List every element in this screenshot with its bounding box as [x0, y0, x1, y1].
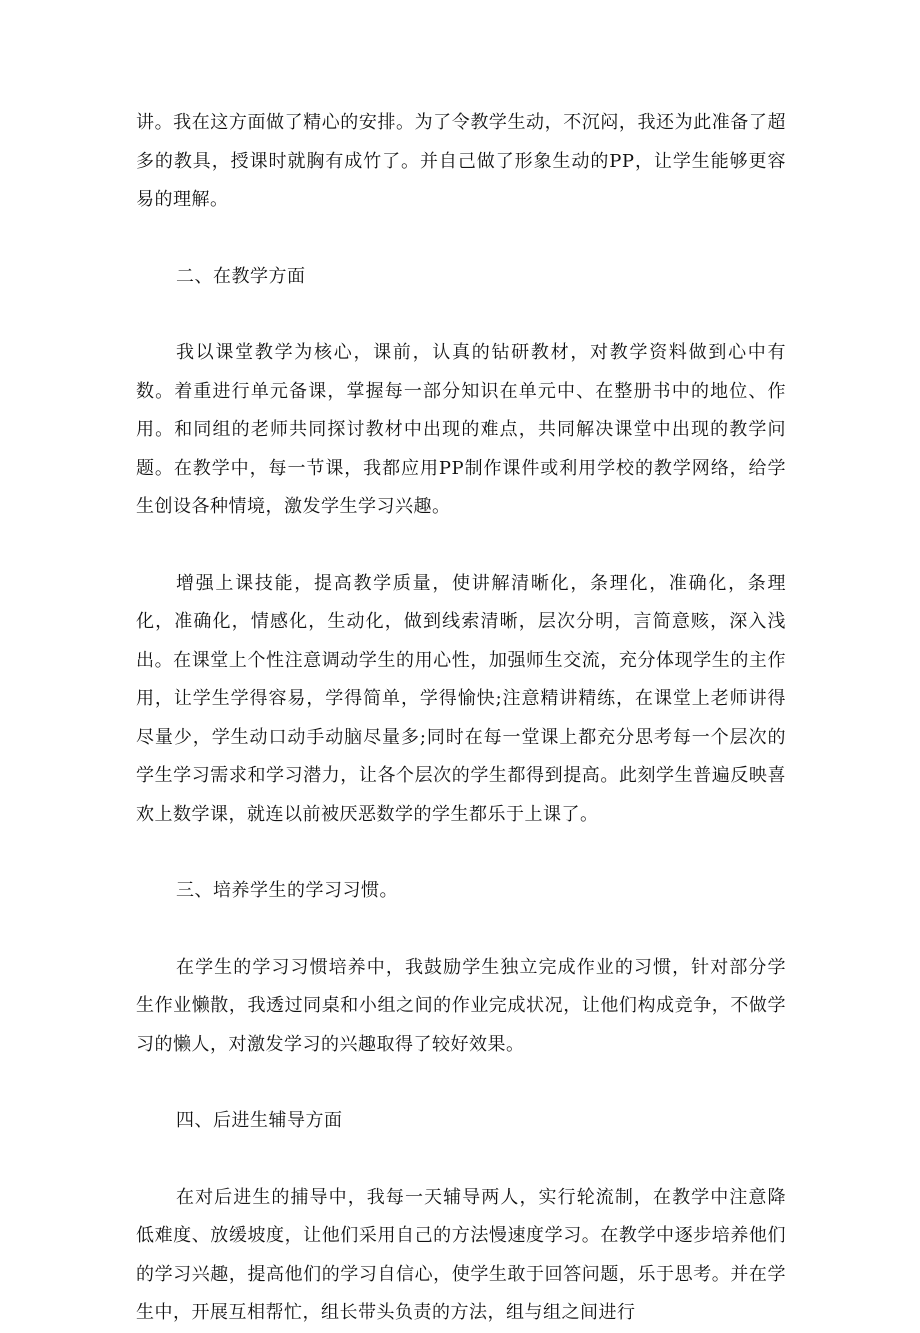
section-heading-habits: 三、培养学生的学习习惯。	[176, 880, 398, 901]
paragraph-gap	[136, 1064, 786, 1102]
paragraph-teaching-core: 我以课堂教学为核心，课前，认真的钻研教材，对教学资料做到心中有数。着重进行单元备课，掌握每一部分知识在单元中、在整册书中的地位、作用。和同组的老师共同探讨教材中出现的难点，共同解决课堂中出现的教学问题。在教学中，每一节课，我都应用PP制作课件或利用学校的教学网络，给学生创设各种情境，激发学生学习兴趣。	[136, 342, 786, 517]
paragraph-gap	[136, 911, 786, 949]
paragraph-gap	[136, 296, 786, 334]
paragraph-tutoring: 在对后进生的捕导中，我每一天辅导两人，实行轮流制，在教学中注意降低难度、放缓坡度，让他们采用自己的方法慢速度学习。在教学中逐步培养他们的学习兴趣，提高他们的学习自信心，使学生敢于回答问题，乐于思考。并在学生中，开展互相帮忙，组长带头负责的方法，组与组之间进行	[136, 1186, 786, 1323]
paragraph-gap	[136, 220, 786, 258]
document-body	[136, 104, 786, 1333]
paragraph-teaching-skills: 增强上课技能，提高教学质量，使讲解清晰化，条理化，准确化，条理化，准确化，情感化，生动化，做到线索清晰，层次分明，言简意赅，深入浅出。在课堂上个性注意调动学生的用心性，加强师生交流，充分体现学生的主作用，让学生学得容易，学得简单，学得愉快;注意精讲精练，在课堂上老师讲得尽量少，学生动口动手动脑尽量多;同时在每一堂课上都充分思考每一个层次的学生学习需求和学习潜力，让各个层次的学生都得到提高。此刻学生普遍反映喜欢上数学课，就连以前被厌恶数学的学生都乐于上课了。	[136, 572, 786, 825]
paragraph-habits: 在学生的学习习惯培养中，我鼓励学生独立完成作业的习惯，针对部分学生作业懒散，我透过同桌和小组之间的作业完成状况，让他们构成竞争，不做学习的懒人，对激发学习的兴趣取得了较好效果。	[136, 956, 786, 1055]
section-heading-tutoring: 四、后进生辅导方面	[176, 1110, 343, 1131]
paragraph-gap	[136, 527, 786, 565]
section-heading-teaching: 二、在教学方面	[176, 265, 306, 287]
paragraph-continuation: 讲。我在这方面做了精心的安排。为了令教学生动，不沉闷，我还为此准备了超多的教具，授课时就胸有成竹了。并自己做了形象生动的PP，让学生能够更容易的理解。	[136, 112, 786, 210]
paragraph-gap	[136, 834, 786, 872]
paragraph-gap	[136, 1141, 786, 1179]
